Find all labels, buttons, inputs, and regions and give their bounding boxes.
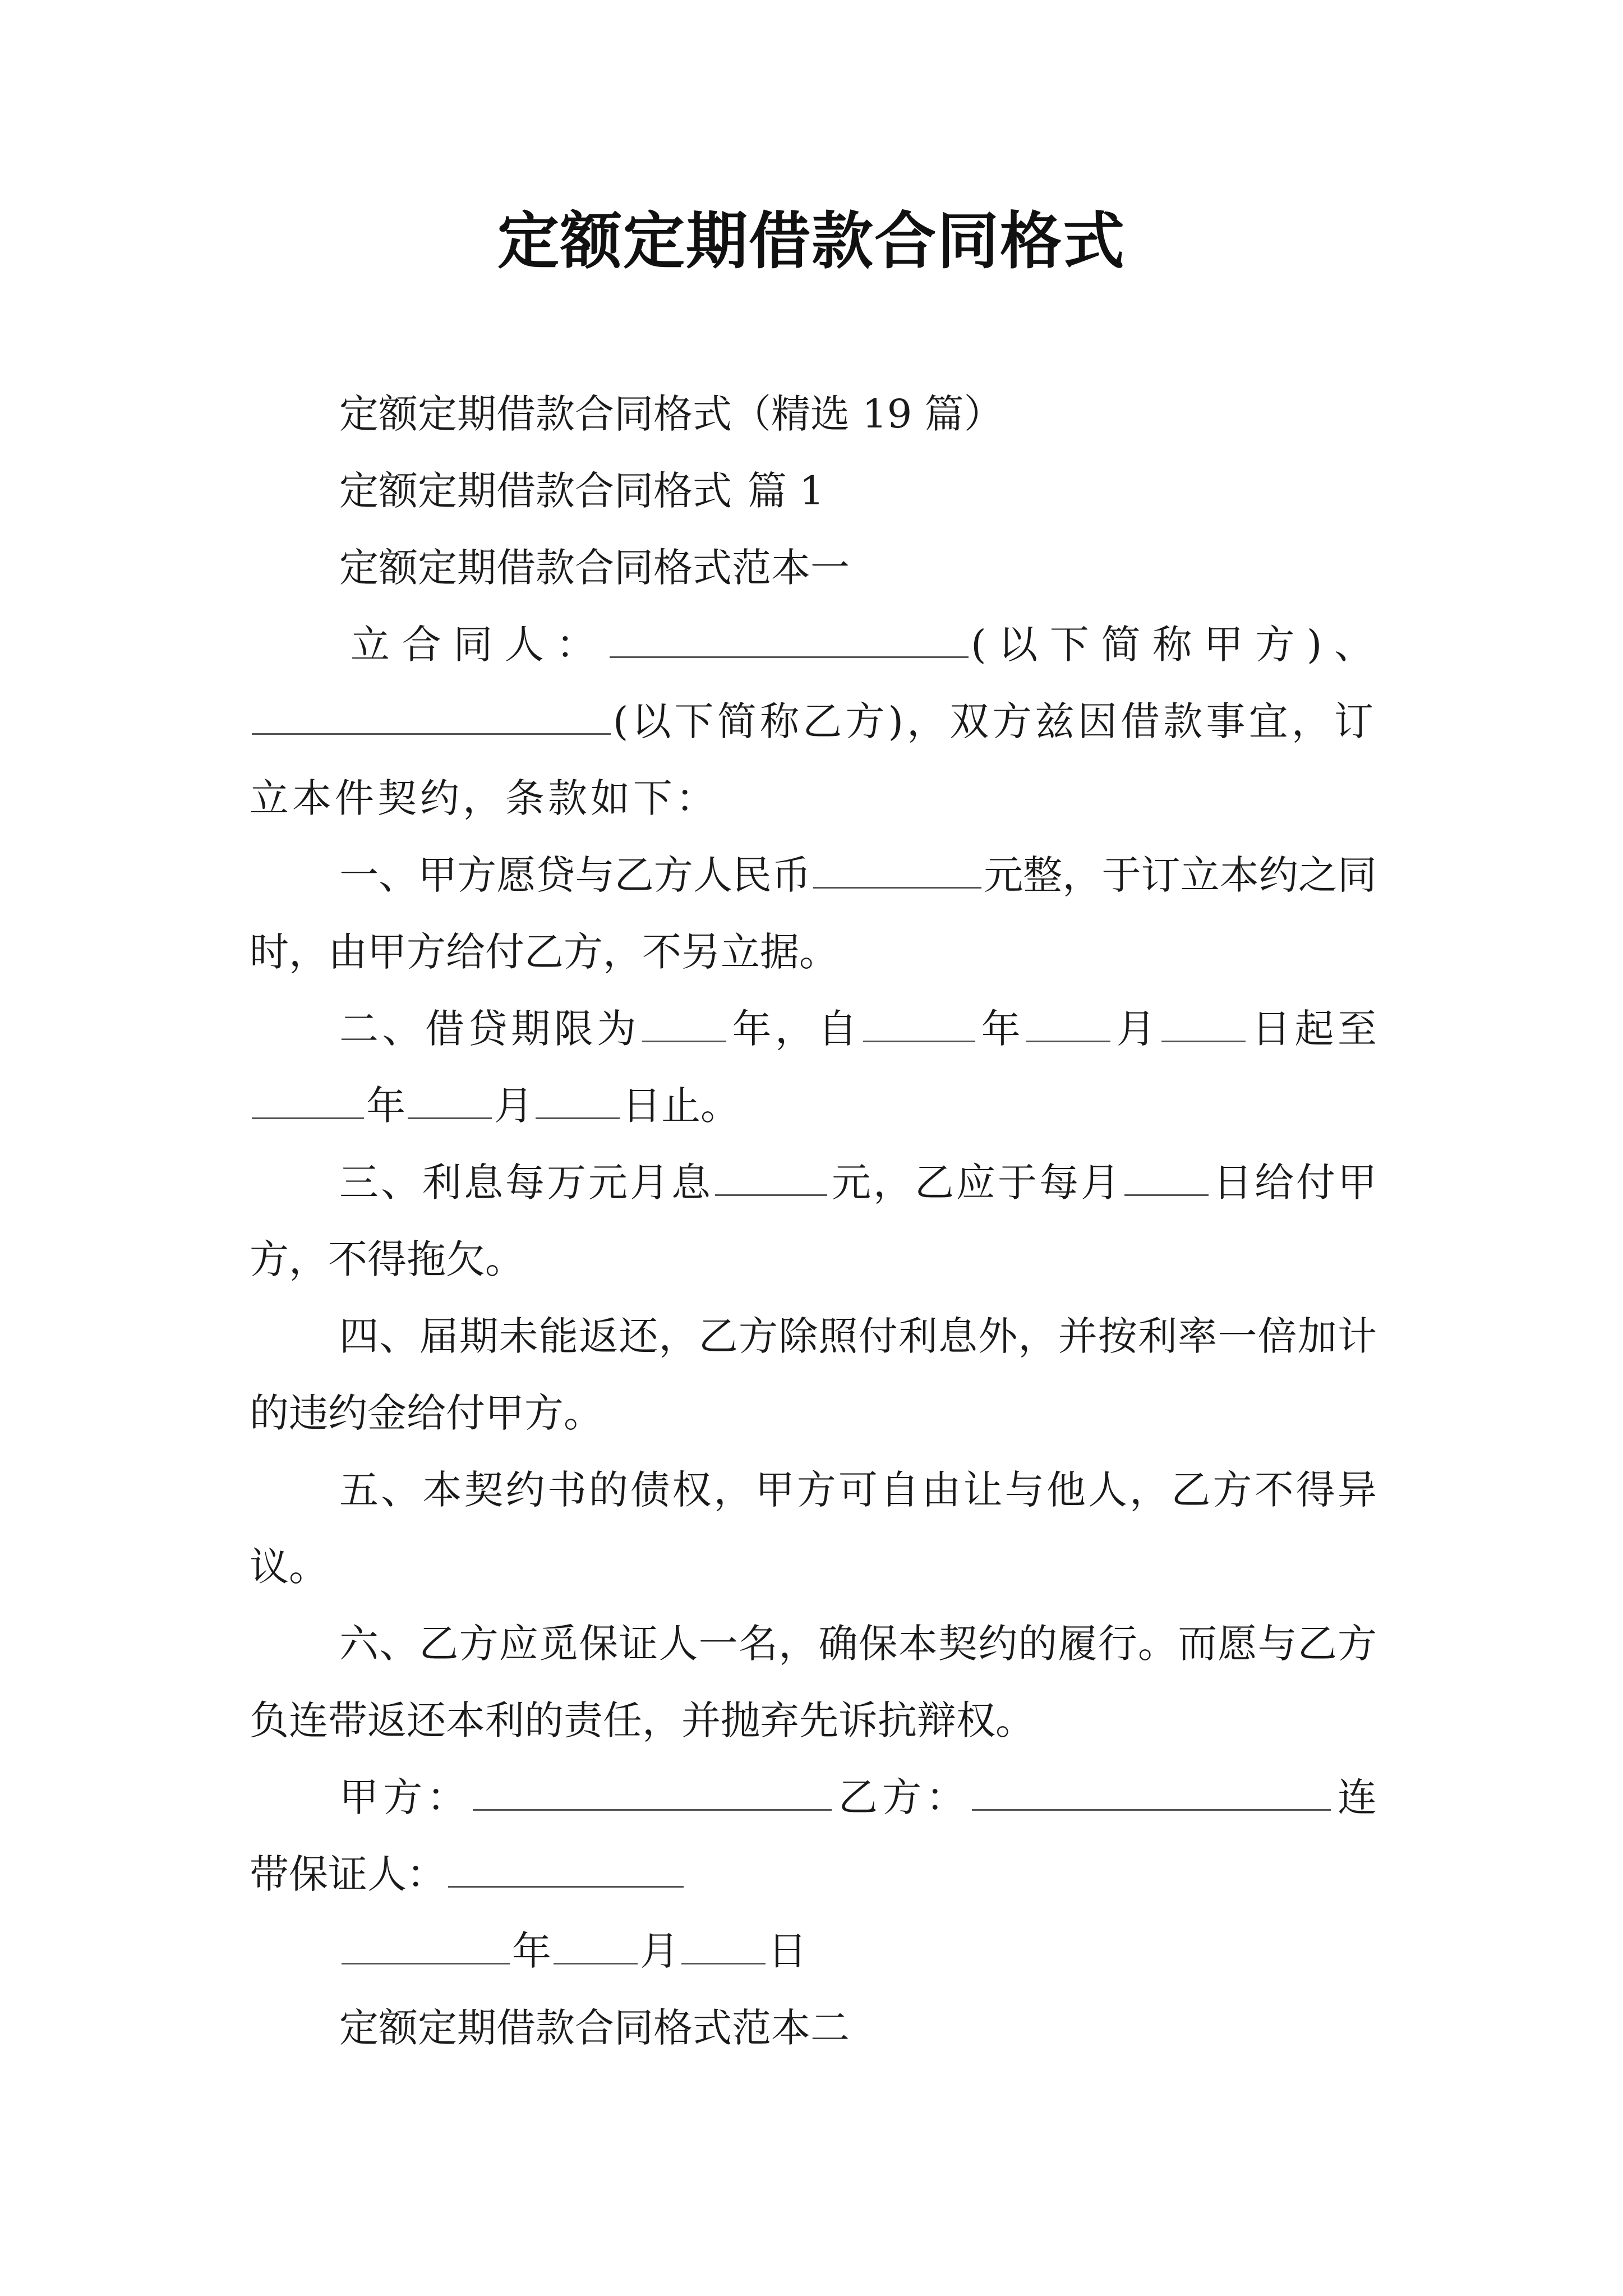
parties-paragraph — [250, 606, 1377, 837]
parties-prefix: 立合同人： — [351, 622, 608, 668]
clause-2-e: 日起至 — [1248, 1006, 1377, 1052]
clause-2-c: 年 — [978, 1006, 1025, 1052]
part-heading-num: 篇 1 — [748, 468, 824, 514]
subtitle — [250, 376, 1377, 453]
party-b-sign-label: 乙方： — [834, 1774, 970, 1820]
clause-5 — [250, 1452, 1377, 1605]
clause-2-d: 月 — [1113, 1006, 1160, 1052]
end-month-blank[interactable] — [408, 1082, 492, 1119]
clause-3-a: 三、利息每万元月息 — [339, 1159, 713, 1205]
party-a-sign-label: 甲方： — [339, 1774, 471, 1820]
sign-month-blank[interactable] — [554, 1927, 638, 1964]
clause-4-text: 四、届期未能返还，乙方除照付利息外，并按利率一倍加计的违约金给付甲方。 — [250, 1313, 1377, 1436]
payment-day-blank[interactable] — [1124, 1158, 1209, 1196]
end-year-blank[interactable] — [252, 1082, 364, 1119]
clause-2 — [250, 991, 1377, 1144]
party-b-signature-blank[interactable] — [972, 1773, 1331, 1811]
start-day-blank[interactable] — [1161, 1005, 1246, 1042]
clause-2-g: 月 — [494, 1083, 533, 1129]
clause-6-text: 六、乙方应觅保证人一名，确保本契约的履行。而愿与乙方负连带返还本利的责任，并抛弃先诉抗辩权。 — [250, 1621, 1377, 1743]
sample2-heading — [250, 1990, 1377, 2067]
party-b-name-blank[interactable] — [252, 697, 611, 735]
loan-amount-blank[interactable] — [813, 851, 981, 889]
part-heading — [250, 453, 1377, 530]
party-b-note: (以下简称乙方)，双方兹因借款事宜，订立本件契约，条款如下： — [250, 698, 1377, 821]
part-heading-main: 定额定期借款合同格式 — [339, 468, 732, 514]
clause-3-b: 元，乙应于每月 — [829, 1159, 1122, 1205]
sample1-heading — [250, 530, 1377, 606]
clause-1-a: 一、甲方愿贷与乙方人民币 — [339, 852, 811, 898]
clause-3-c: 日给付甲方，不得拖欠。 — [250, 1159, 1377, 1282]
document-body — [250, 376, 1377, 2067]
date-month-label: 月 — [640, 1928, 679, 1974]
signature-line — [250, 1759, 1377, 1913]
clause-1 — [250, 837, 1377, 991]
start-month-blank[interactable] — [1026, 1005, 1110, 1042]
party-a-name-blank[interactable] — [610, 620, 969, 658]
date-line — [250, 1913, 1377, 1990]
clause-5-text: 五、本契约书的债权，甲方可自由让与他人，乙方不得异议。 — [250, 1467, 1377, 1590]
guarantor-signature-blank[interactable] — [448, 1850, 684, 1888]
party-a-note: (以下简称甲方)、 — [971, 622, 1377, 668]
date-year-label: 年 — [512, 1928, 551, 1974]
clause-3 — [250, 1144, 1377, 1298]
clause-2-b: 年，自 — [728, 1006, 861, 1052]
party-a-signature-blank[interactable] — [473, 1773, 832, 1811]
clause-1-b: 元整，于订立本约之同时，由甲方给付乙方，不另立据。 — [250, 852, 1377, 975]
sign-year-blank[interactable] — [342, 1927, 510, 1964]
subtitle-text: 定额定期借款合同格式（精选 19 篇） — [339, 391, 1003, 437]
start-year-blank[interactable] — [863, 1005, 975, 1042]
sign-day-blank[interactable] — [681, 1927, 766, 1964]
sample2-heading-text: 定额定期借款合同格式范本二 — [339, 2005, 850, 2051]
clause-2-h: 日止。 — [622, 1083, 740, 1129]
clause-2-a: 二、借贷期限为 — [339, 1006, 640, 1052]
sample1-heading-text: 定额定期借款合同格式范本一 — [339, 545, 850, 591]
guarantor-sign-label: 连带保证人： — [250, 1774, 1377, 1897]
monthly-interest-blank[interactable] — [715, 1158, 827, 1196]
clause-2-f: 年 — [366, 1083, 405, 1129]
clause-6 — [250, 1605, 1377, 1759]
clause-4 — [250, 1298, 1377, 1452]
term-years-blank[interactable] — [642, 1005, 726, 1042]
date-day-label: 日 — [768, 1928, 807, 1974]
end-day-blank[interactable] — [536, 1082, 620, 1119]
document-title: 定额定期借款合同格式 — [497, 205, 1126, 277]
